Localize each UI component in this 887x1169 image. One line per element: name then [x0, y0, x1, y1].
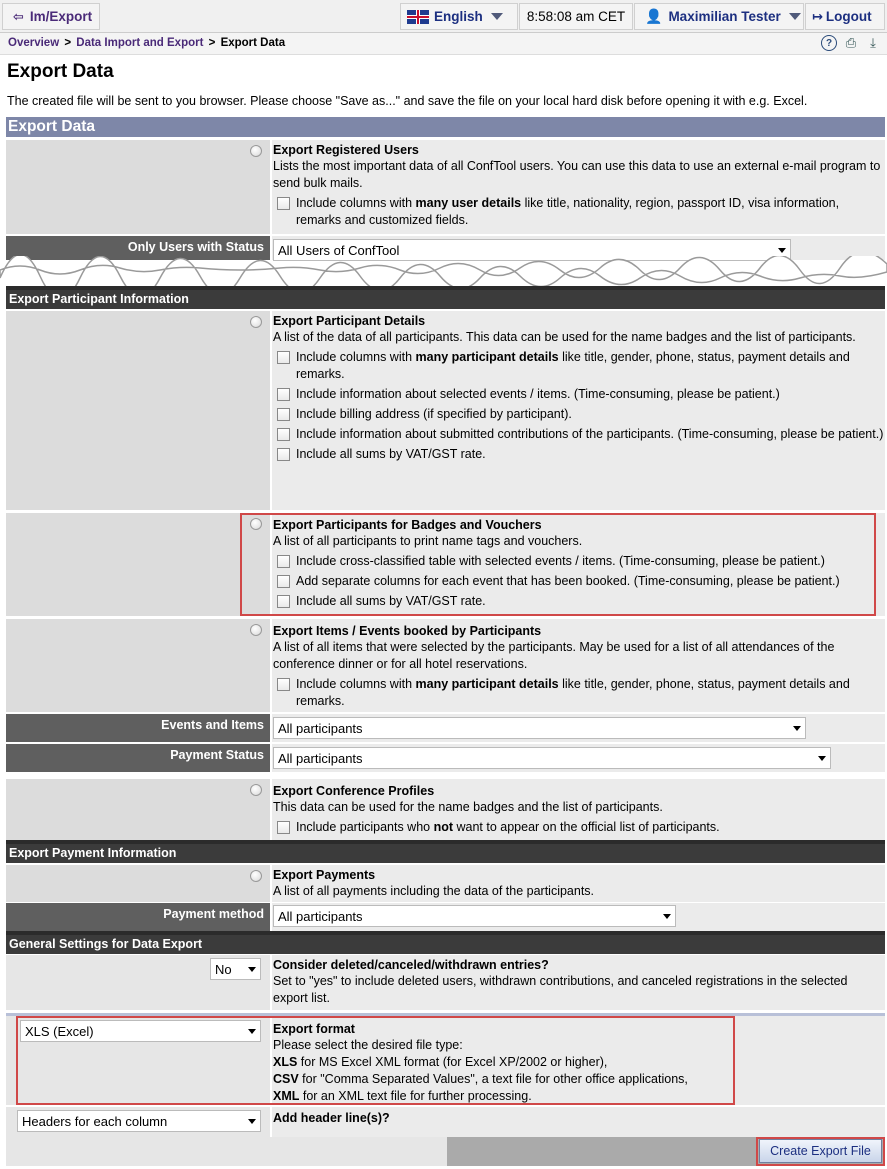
uk-flag-icon [407, 10, 429, 24]
section-header-export-data: Export Data [6, 117, 885, 137]
logout-label: Logout [825, 9, 872, 24]
row-export-format: Export format Please select the desired file type: XLS for MS Excel XML format (for Excel XP/2002 or higher), CSV for "Comma Separated Values", a text file for other office applications, XML for an XML text file for further processing. [6, 1013, 885, 1105]
label-payment-status: Payment Status [6, 744, 270, 772]
user-icon: 👤 [645, 8, 663, 24]
chevron-down-icon [248, 967, 256, 972]
chevron-down-icon [789, 13, 801, 20]
footer-bar [6, 1137, 885, 1166]
section-header-participant-info: Export Participant Information [6, 290, 885, 309]
checkbox[interactable] [277, 197, 290, 210]
back-to-import-export[interactable] [2, 3, 100, 30]
intro-text: The created file will be sent to you browser. Please choose "Save as..." and save the file on your local hard disk before opening it with e.g. Excel. [7, 94, 808, 108]
checkbox-participant-details[interactable]: Include columns with many participant details like title, gender, phone, status, payment details and remarks. [277, 349, 885, 383]
print-icon[interactable]: ⎙ [845, 35, 857, 50]
section-header-general: General Settings for Data Export [6, 935, 885, 954]
user-name: Maximilian Tester [668, 9, 781, 24]
help-icon[interactable]: ? [821, 35, 837, 51]
breadcrumb-overview[interactable]: Overview [8, 37, 60, 49]
checkbox-billing-address[interactable]: Include billing address (if specified by participant). [277, 406, 885, 423]
row-deleted-entries: Consider deleted/canceled/withdrawn entries? Set to "yes" to include deleted users, withdrawn contributions, and canceled registrations in the selected export list. [6, 955, 885, 1010]
radio-participant-details[interactable] [250, 316, 262, 328]
checkbox-user-details[interactable]: Include columns with many user details like title, nationality, region, passport ID, visa information, remarks and customized fields. [277, 195, 885, 229]
select-user-status[interactable]: All Users of ConfTool [273, 239, 791, 261]
server-time [519, 3, 633, 30]
option-badges-vouchers: Export Participants for Badges and Vouchers A list of all participants to print name tags and vouchers. Include cross-classified table with selected events / items. (Time-consuming, please be patient.) Add separate columns for each event that has been booked. (Time-consuming, please be patient.) Include all sums by VAT/GST rate. [6, 513, 885, 616]
language-label: English [434, 9, 483, 24]
top-bar [0, 0, 887, 33]
time-text: 8:58:08 am CET [526, 9, 626, 24]
option-items-events: Export Items / Events booked by Participants A list of all items that were selected by the participants. May be used for a list of all attendances of the conference dinner or for all hotel reservations. Include columns with many participant details like title, gender, phone, status, payment details and remarks. [6, 619, 885, 712]
chevron-down-icon [818, 756, 826, 761]
label-user-status: Only Users with Status [6, 236, 270, 260]
label-payment-method: Payment method [6, 903, 270, 931]
select-payment-status[interactable]: All participants [273, 747, 831, 769]
language-selector[interactable] [400, 3, 518, 30]
option-title: Export Registered Users [273, 143, 419, 157]
checkbox-separate-columns[interactable]: Add separate columns for each event that has been booked. (Time-consuming, please be patient.) [277, 573, 885, 590]
checkbox-cross-table[interactable]: Include cross-classified table with selected events / items. (Time-consuming, please be patient.) [277, 553, 885, 570]
option-desc: Lists the most important data of all ConfTool users. You can use this data to use an external e-mail program to send bulk mails. [273, 159, 881, 190]
user-menu[interactable] [634, 3, 804, 30]
create-export-file-button[interactable]: Create Export File [759, 1139, 882, 1163]
chevron-down-icon [793, 726, 801, 731]
logout-button[interactable] [805, 3, 885, 30]
page-title: Export Data [7, 61, 114, 82]
highlight-badges [240, 513, 876, 616]
back-arrow-icon: ⇦ [13, 8, 24, 24]
label-events-items: Events and Items [6, 714, 270, 742]
checkbox-contributions[interactable]: Include information about submitted contributions of the participants. (Time-consuming, please be patient.) [277, 426, 885, 443]
page-tear-divider [0, 256, 887, 286]
highlight-export-format [16, 1016, 735, 1105]
checkbox-profiles-not-listed[interactable]: Include participants who not want to appear on the official list of participants. [277, 819, 885, 836]
checkbox-badges-vat-sums[interactable]: Include all sums by VAT/GST rate. [277, 593, 885, 610]
checkbox-selected-events[interactable]: Include information about selected events / items. (Time-consuming, please be patient.) [277, 386, 885, 403]
highlight-create-button [756, 1137, 885, 1166]
select-deleted-entries[interactable]: No [210, 958, 261, 980]
row-header-lines: Add header line(s)? [6, 1107, 885, 1137]
logout-icon: ↦ [812, 8, 823, 24]
option-registered-users [6, 140, 885, 234]
select-payment-method[interactable]: All participants [273, 905, 676, 927]
radio-payments[interactable] [250, 870, 262, 882]
chevron-down-icon [491, 13, 503, 20]
chevron-down-icon [778, 248, 786, 253]
download-icon[interactable]: ⤓ [870, 35, 876, 50]
checkbox-vat-sums[interactable]: Include all sums by VAT/GST rate. [277, 446, 885, 463]
select-events-items[interactable]: All participants [273, 717, 806, 739]
breadcrumb-current: Export Data [220, 37, 286, 49]
chevron-down-icon [248, 1119, 256, 1124]
back-label: Im/Export [29, 9, 93, 24]
radio-items-events[interactable] [250, 624, 262, 636]
radio-registered-users[interactable] [250, 145, 262, 157]
chevron-down-icon [663, 914, 671, 919]
option-conference-profiles: Export Conference Profiles This data can be used for the name badges and the list of participants. Include participants who not want to appear on the official list of participants. [6, 779, 885, 841]
select-header-lines[interactable]: Headers for each column [17, 1110, 261, 1132]
select-export-format[interactable]: XLS (Excel) [20, 1020, 261, 1042]
breadcrumb: Overview > Data Import and Export > Export Data ? ⎙ ⤓ [0, 33, 887, 55]
option-payments: Export Payments A list of all payments including the data of the participants. [6, 865, 885, 902]
option-participant-details: Export Participant Details A list of the data of all participants. This data can be used for the name badges and the list of participants. Include columns with many participant details like title, gender, phone, status, payment details and remarks. Include information about selected events / items. (Time-consuming, please be patient.) Include billing address (if specified by participant). Include information about submitted contributions of the participants. (Time-consuming, please be patient.) Include all sums by VAT/GST rate. [6, 311, 885, 510]
breadcrumb-data-import-export[interactable]: Data Import and Export [76, 37, 204, 49]
checkbox-items-participant-details[interactable]: Include columns with many participant details like title, gender, phone, status, payment details and remarks. [277, 676, 885, 710]
section-header-payment-info: Export Payment Information [6, 844, 885, 863]
radio-conference-profiles[interactable] [250, 784, 262, 796]
